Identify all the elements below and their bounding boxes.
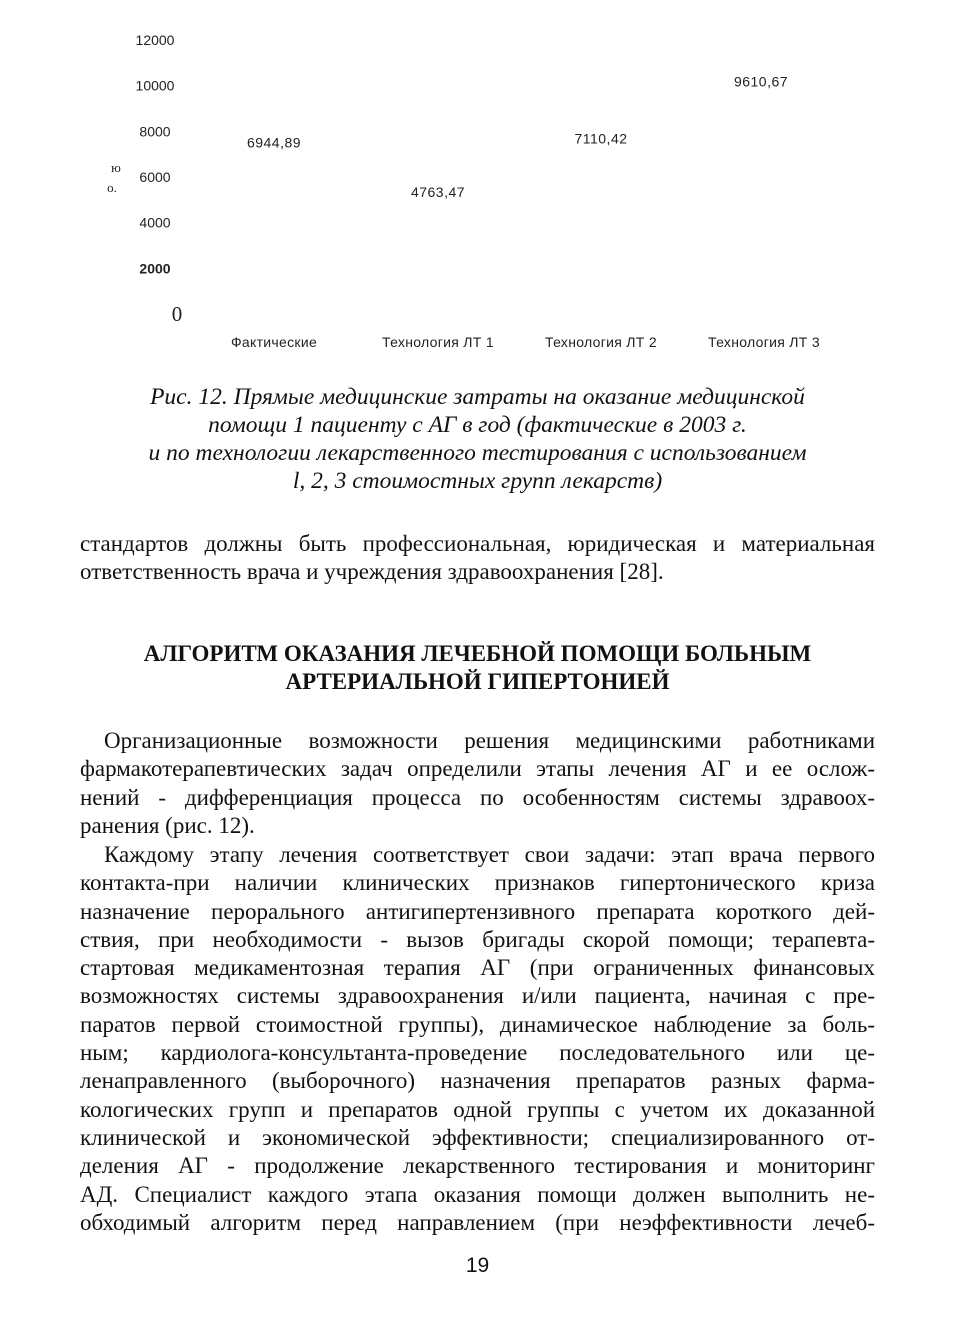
y-axis-label-sub: о.: [107, 180, 117, 195]
data-label: 7110,42: [574, 130, 628, 147]
caption-line: помощи 1 пациенту с АГ в год (фактические в 2003 г.: [208, 412, 747, 438]
text-line: деления АГ - продолжение лекарственного тестирования и мониторинг: [80, 1153, 875, 1179]
data-label: 4763,47: [410, 184, 466, 201]
text-line: Каждому этапу лечения соответствует свои задачи: этап врача первого: [104, 842, 875, 867]
bar: [244, 155, 304, 314]
y-tick-label: 2000: [139, 260, 171, 277]
category-label: Технология ЛТ 1: [382, 334, 494, 350]
data-labels: [247, 74, 788, 201]
y-tick-label: 4000: [139, 214, 171, 231]
heading-line: АРТЕРИАЛЬНОЙ ГИПЕРТОНИЕЙ: [285, 669, 670, 694]
caption-line: l, 2, 3 стоимостных групп лекарств): [292, 468, 663, 494]
intro-paragraph: [80, 530, 875, 587]
y-axis-ticks: [136, 32, 183, 326]
text-line: кологических групп и препаратов одной группы с учетом их доказанной: [80, 1096, 875, 1122]
bar-series: [244, 95, 794, 314]
category-label: Технология ЛТ 3: [708, 334, 820, 350]
text-line: контакта-при наличии клинических признаков гипертонического криза: [80, 870, 875, 896]
section-heading: [80, 640, 875, 696]
text-line: ранения (рис. 12).: [80, 812, 255, 838]
text-line: ствия, при необходимости - вызов бригады скорой помощи; терапевта-: [80, 926, 875, 952]
text-line: фармакотерапевтических задач определили этапы лечения АГ и ее ослож-: [80, 756, 875, 782]
y-axis-label-main: ю: [111, 160, 121, 175]
text-line: возможностях системы здравоохранения и/или пациента, начиная с пре-: [80, 983, 875, 1009]
bar: [571, 152, 631, 314]
text-line: клинической и экономической эффективности; специализированного от-: [80, 1124, 875, 1150]
caption-line: Рис. 12. Прямые медицинские затраты на оказание медицинской: [150, 384, 805, 410]
heading-line: АЛГОРИТМ ОКАЗАНИЯ ЛЕЧЕБНОЙ ПОМОЩИ БОЛЬНЫМ: [143, 641, 812, 666]
y-tick-label: 0: [171, 302, 183, 326]
text-line: АД. Специалист каждого этапа оказания помощи должен выполнить не-: [80, 1181, 875, 1207]
text-line: стартовая медикаментозная терапия АГ (при ограниченных финансовых: [80, 955, 875, 981]
text-line: ответственность врача и учреждения здравоохранения [28].: [80, 559, 664, 585]
page-number: 19: [465, 1254, 490, 1277]
data-label: 9610,67: [733, 73, 789, 90]
text-line: Организационные возможности решения медицинскими работниками: [104, 728, 875, 753]
category-labels: [231, 334, 820, 350]
bar: [408, 205, 468, 314]
bar-chart: [0, 0, 955, 370]
paragraph-1: [80, 727, 875, 840]
figure-caption: [80, 383, 875, 495]
text-line: ленаправленного (выборочного) назначения препаратов разных фарма-: [80, 1068, 875, 1094]
data-label: 6944,89: [246, 134, 302, 151]
category-label: Фактические: [230, 334, 318, 350]
text-line: паратов первой стоимостной группы), динамическое наблюдение за боль-: [80, 1011, 875, 1037]
text-line: ным; кардиолога-консультанта-проведение последовательного или це-: [80, 1040, 875, 1066]
paragraph-2: [80, 841, 875, 1237]
category-label: Технология ЛТ 2: [545, 334, 657, 350]
y-axis-label: [107, 160, 121, 195]
caption-line: и по технологии лекарственного тестирования с использованием: [148, 440, 807, 466]
text-line: нений - дифференциация процесса по особенностям системы здравоох-: [80, 784, 875, 810]
bar: [734, 95, 794, 314]
y-tick-label: 10000: [135, 77, 175, 94]
text-line: обходимый алгоритм перед направлением (при неэффективности лечеб-: [80, 1209, 875, 1235]
y-tick-label: 12000: [135, 32, 175, 48]
y-tick-label: 8000: [139, 123, 171, 140]
y-tick-label: 6000: [139, 169, 171, 185]
text-line: назначение перорального антигипертензивного препарата короткого дей-: [80, 898, 875, 924]
text-line: стандартов должны быть профессиональная, юридическая и материальная: [80, 531, 875, 556]
